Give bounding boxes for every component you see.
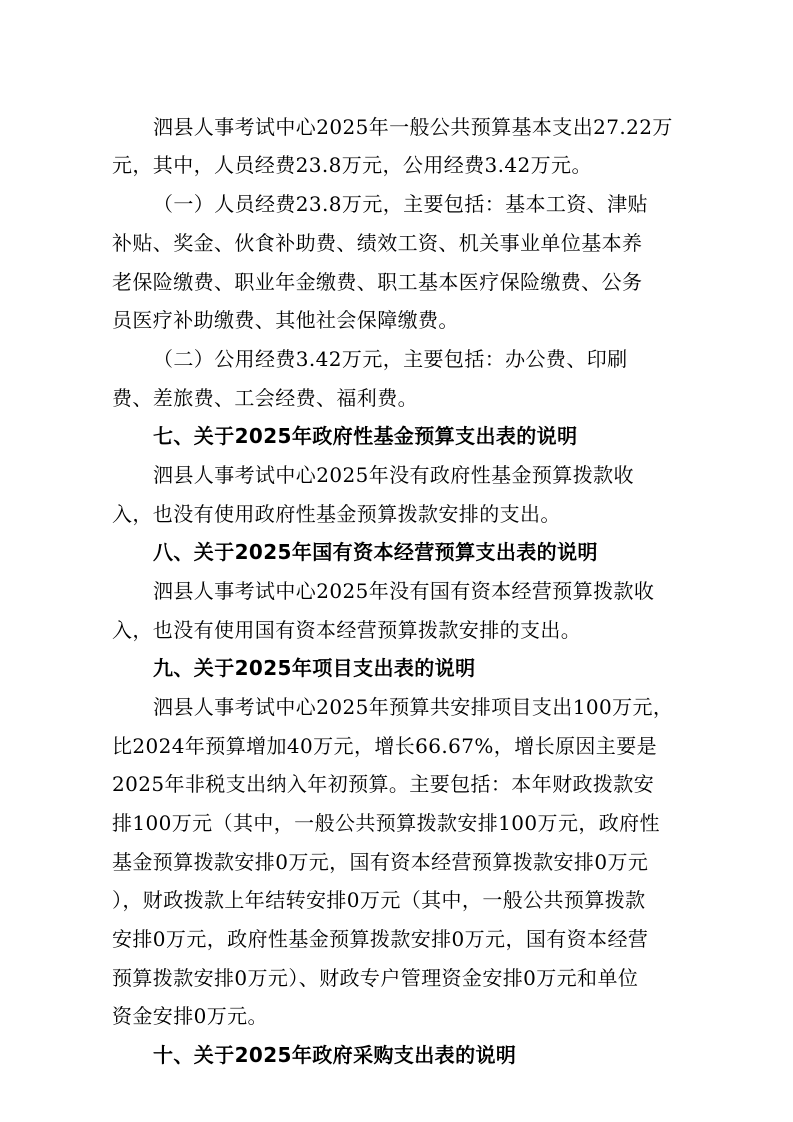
paragraph-line: 排100万元（其中，一般公共预算拨款安排100万元，政府性 <box>112 811 660 835</box>
paragraph-line: 入，也没有使用国有资本经营预算拨款安排的支出。 <box>112 618 582 642</box>
paragraph-line: 泗县人事考试中心2025年没有国有资本经营预算拨款收 <box>153 579 655 603</box>
paragraph-line: 泗县人事考试中心2025年一般公共预算基本支出27.22万 <box>153 115 673 139</box>
paragraph-line: 泗县人事考试中心2025年预算共安排项目支出100万元， <box>153 695 674 719</box>
paragraph-line: ），财政拨款上年结转安排0万元（其中，一般公共预算拨款 <box>112 888 646 912</box>
section-heading: 七、关于2025年政府性基金预算支出表的说明 <box>153 424 578 448</box>
paragraph-line: 2025年非税支出纳入年初预算。主要包括：本年财政拨款安 <box>112 772 655 796</box>
paragraph-line: 比2024年预算增加40万元，增长66.67%，增长原因主要是 <box>112 734 658 758</box>
paragraph-line: （一）人员经费23.8万元，主要包括：基本工资、津贴 <box>153 192 648 216</box>
paragraph-line: 补贴、奖金、伙食补助费、绩效工资、机关事业单位基本养 <box>112 231 643 255</box>
paragraph-line: 资金安排0万元。 <box>112 1004 268 1028</box>
paragraph-line: 预算拨款安排0万元）、财政专户管理资金安排0万元和单位 <box>112 966 639 990</box>
section-heading: 十、关于2025年政府采购支出表的说明 <box>153 1043 517 1067</box>
paragraph-line: 入，也没有使用政府性基金预算拨款安排的支出。 <box>112 502 561 526</box>
section-heading: 九、关于2025年项目支出表的说明 <box>153 656 476 680</box>
paragraph-line: 泗县人事考试中心2025年没有政府性基金预算拨款收 <box>153 463 634 487</box>
paragraph-line: 员医疗补助缴费、其他社会保障缴费。 <box>112 308 459 332</box>
paragraph-line: 基金预算拨款安排0万元，国有资本经营预算拨款安排0万元 <box>112 850 649 874</box>
section-heading: 八、关于2025年国有资本经营预算支出表的说明 <box>153 540 598 564</box>
paragraph-line: 费、差旅费、工会经费、福利费。 <box>112 386 418 410</box>
paragraph-line: （二）公用经费3.42万元，主要包括：办公费、印刷 <box>153 347 628 371</box>
paragraph-line: 元，其中，人员经费23.8万元，公用经费3.42万元。 <box>112 153 592 177</box>
paragraph-line: 安排0万元，政府性基金预算拨款安排0万元，国有资本经营 <box>112 927 649 951</box>
paragraph-line: 老保险缴费、职业年金缴费、职工基本医疗保险缴费、公务 <box>112 270 643 294</box>
